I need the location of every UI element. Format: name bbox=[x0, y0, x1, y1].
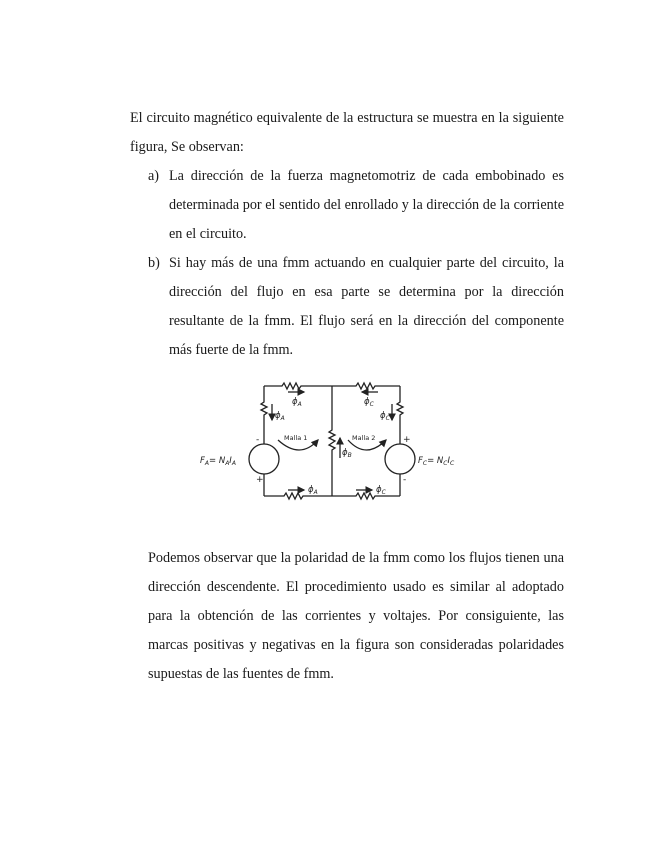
flux-subscript: C bbox=[381, 489, 386, 496]
flux-subscript: C bbox=[385, 415, 390, 422]
flux-c-top-label bbox=[364, 397, 375, 408]
top-left-wire bbox=[264, 383, 332, 389]
right-source-circle bbox=[385, 444, 415, 474]
list-item-text: Si hay más de una fmm actuando en cualquier parte del circuito, la dirección del flujo en esa parte se determina por la dirección resultante de la fmm. El flujo será en la dirección del componente más fuerte de la fmm. bbox=[169, 255, 564, 358]
flux-symbol: ϕ bbox=[275, 411, 281, 421]
flux-a-bottom-label bbox=[308, 485, 318, 496]
flux-symbol: ϕ bbox=[364, 397, 370, 407]
list-marker: a) bbox=[148, 168, 160, 184]
list-item-text: La dirección de la fuerza magnetomotriz de cada embobinado es determinada por el sentido del enrollado y la dirección de la corriente en el circuito. bbox=[169, 168, 564, 242]
circuit-diagram bbox=[196, 378, 455, 504]
mesh-2-label: Malla 2 bbox=[352, 434, 376, 442]
flux-subscript: C bbox=[369, 401, 374, 408]
middle-branch-wire bbox=[329, 386, 335, 496]
right-source-label: $F_C= N_CI_C$ bbox=[418, 456, 455, 467]
right-source-plus: + bbox=[403, 435, 411, 445]
left-source-minus: - bbox=[256, 435, 260, 445]
flux-c-bottom-label bbox=[376, 485, 387, 496]
right-source-minus: - bbox=[403, 475, 407, 485]
left-source-circle bbox=[249, 444, 279, 474]
flux-a-left-label bbox=[275, 411, 285, 422]
flux-symbol: ϕ bbox=[308, 485, 314, 495]
top-right-wire bbox=[332, 383, 400, 389]
left-source-plus: + bbox=[256, 475, 264, 485]
flux-subscript: A bbox=[280, 415, 285, 422]
flux-subscript: A bbox=[313, 489, 318, 496]
intro-paragraph: El circuito magnético equivalente de la estructura se muestra en la siguiente figura, Se observan: bbox=[130, 110, 564, 155]
flux-symbol: ϕ bbox=[292, 397, 298, 407]
flux-subscript: A bbox=[297, 401, 302, 408]
magnetic-circuit-figure bbox=[196, 378, 455, 504]
flux-symbol: ϕ bbox=[342, 448, 348, 458]
mesh-1-label: Malla 1 bbox=[284, 434, 308, 442]
left-source-label: $F_A= N_AI_A$ bbox=[200, 456, 236, 467]
flux-symbol: ϕ bbox=[376, 485, 382, 495]
observation-list bbox=[148, 162, 564, 365]
outro-paragraph: Podemos observar que la polaridad de la fmm como los flujos tienen una dirección descendente. El procedimiento usado es similar al adoptado para la obtención de las corrientes y voltajes. Por consiguiente, las marcas positivas y negativas en la figura son consideradas polaridades supuestas de las fuentes de fmm. bbox=[148, 550, 564, 682]
list-item bbox=[148, 249, 564, 365]
bottom-right-wire bbox=[332, 493, 400, 499]
flux-symbol: ϕ bbox=[380, 411, 386, 421]
flux-b-label bbox=[342, 448, 352, 459]
bottom-left-wire bbox=[264, 493, 332, 499]
flux-a-top-label bbox=[292, 397, 302, 408]
left-branch-wire bbox=[261, 386, 267, 444]
flux-subscript: B bbox=[347, 452, 352, 459]
list-marker: b) bbox=[148, 255, 160, 271]
list-item bbox=[148, 162, 564, 249]
flux-c-right-label bbox=[380, 411, 391, 422]
